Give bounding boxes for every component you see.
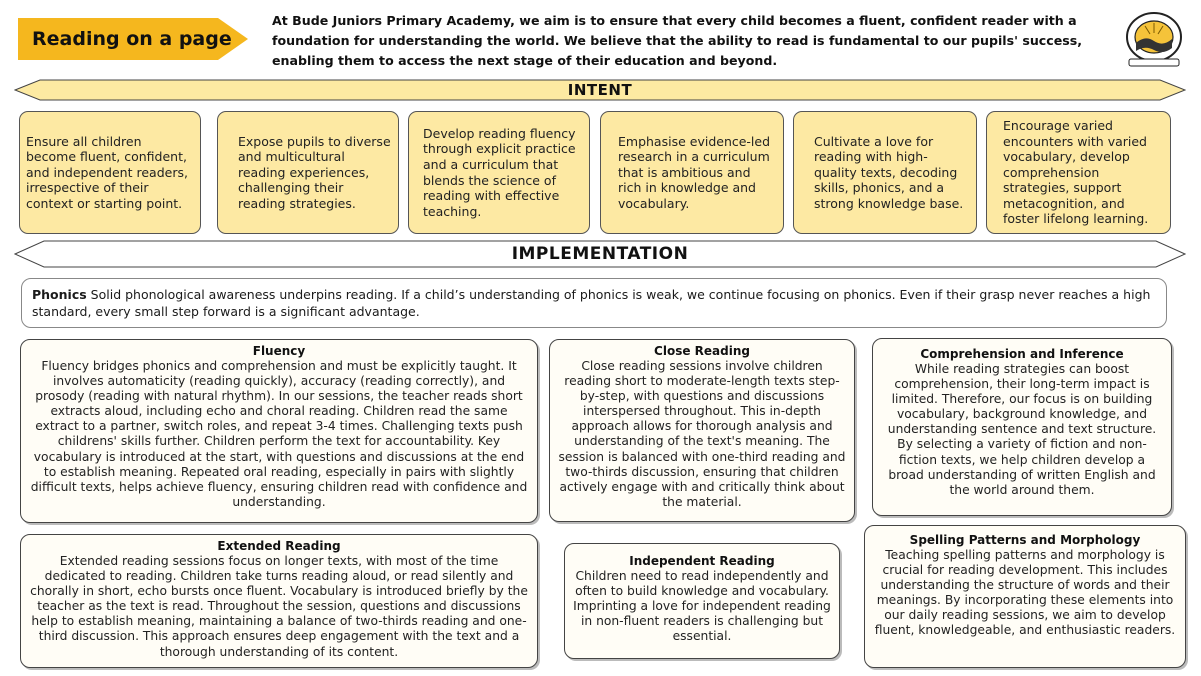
extended-reading-text: Extended reading sessions focus on longer texts, with most of the time dedicated to reading. Children take turns reading aloud, or read silently and chorally in short, echo bursts once fluent. Vocabulary is introduced briefly by the teacher as the text is read. Throughout the session, questions and discussions help to establish meaning, maintaining a balance of two-thirds reading and one-third discussion. This approach ensures deep engagement with the text and a thorough understanding of its content. (30, 554, 528, 659)
implementation-heading: IMPLEMENTATION (511, 244, 689, 264)
intent-card-text: Ensure all children become fluent, confident, and independent readers, irrespective of their context or starting point. (26, 133, 188, 211)
extended-reading-card (20, 534, 538, 668)
comprehension-card (872, 338, 1172, 516)
page-title: Reading on a page (32, 28, 232, 50)
fluency-text: Fluency bridges phonics and comprehension and must be explicitly taught. It involves automaticity (reading quickly), accuracy (reading correctly), and prosody (reading with natural rhythm). In our sessions, the teacher reads short extracts aloud, including echo and choral reading. Children read the same extract to a partner, switch roles, and repeat 3-4 times. Challenging texts push childrens' skills further. Children perform the text for accountability. Key vocabulary is introduced at the start, with questions and discussions at the end to establish meaning. Repeated oral reading, especially in pairs with slightly difficult texts, helps achieve fluency, ensuring children read with confidence and understanding. (30, 359, 528, 509)
intent-card (217, 111, 399, 234)
intent-card (986, 111, 1171, 234)
school-logo (1121, 10, 1187, 68)
phonics-label: Phonics (32, 287, 87, 302)
intent-card-text: Emphasise evidence-led research in a curriculum that is ambitious and rich in knowledge and vocabulary. (618, 133, 771, 211)
phonics-text: Solid phonological awareness underpins reading. If a child’s understanding of phonics is weak, we continue focusing on phonics. Even if their grasp never reaches a high standard, every small step forward is a significant advantage. (32, 287, 1151, 319)
fluency-card (20, 339, 538, 523)
comprehension-title: Comprehension and Inference (920, 347, 1124, 361)
intro-text: At Bude Juniors Primary Academy, we aim is to ensure that every child becomes a fluent, confident reader with a foundation for understanding the world. We believe that the ability to read is fundamental to our pupils' success, enabling them to access the next stage of their education and beyond. (272, 13, 1083, 68)
intent-card-text: Encourage varied encounters with varied vocabulary, develop comprehension strategies, support metacognition, and foster lifelong learning. (1003, 117, 1149, 227)
intent-card (793, 111, 977, 234)
intent-card-text: Expose pupils to diverse and multicultural reading experiences, challenging their reading strategies. (238, 133, 391, 211)
intent-card-text: Cultivate a love for reading with high-quality texts, decoding skills, phonics, and a strong knowledge base. (814, 133, 964, 211)
intent-card (600, 111, 784, 234)
intent-card (19, 111, 201, 234)
implementation-banner (14, 240, 1186, 268)
spelling-card (864, 525, 1186, 668)
intent-card-text: Develop reading fluency through explicit practice and a curriculum that blends the science of reading with effective teaching. (423, 125, 576, 219)
title-arrow (18, 18, 248, 60)
intent-banner (14, 79, 1186, 101)
intent-card (408, 111, 590, 234)
close-reading-text: Close reading sessions involve children reading short to moderate-length texts step-by-step, with questions and discussions interspersed throughout. This in-depth approach allows for thorough analysis and understanding of the text's meaning. The session is balanced with one-third reading and two-thirds discussion, ensuring that children actively engage with and critically think about the material. (558, 359, 846, 509)
close-reading-title: Close Reading (654, 344, 750, 358)
independent-reading-title: Independent Reading (629, 554, 775, 568)
spelling-text: Teaching spelling patterns and morphology is crucial for reading development. This includes understanding the structure of words and their meanings. By incorporating these elements into our daily reading sessions, we aim to develop fluent, knowledgeable, and enthusiastic readers. (874, 548, 1176, 638)
intent-heading: INTENT (567, 81, 633, 99)
phonics-box (21, 278, 1167, 328)
comprehension-text: While reading strategies can boost comprehension, their long-term impact is limited. Therefore, our focus is on building vocabulary, background knowledge, and understanding sentence and text structure. By selecting a variety of fiction and non-fiction texts, we help children develop a broad understanding of written English and the world around them. (887, 362, 1157, 497)
spelling-title: Spelling Patterns and Morphology (909, 533, 1141, 547)
independent-reading-card (564, 543, 840, 659)
fluency-title: Fluency (252, 344, 306, 358)
independent-reading-text: Children need to read independently and often to build knowledge and vocabulary. Imprinting a love for independent reading in non-fluent readers is challenging but essential. (573, 569, 831, 644)
extended-reading-title: Extended Reading (217, 539, 341, 553)
close-reading-card (549, 339, 855, 522)
